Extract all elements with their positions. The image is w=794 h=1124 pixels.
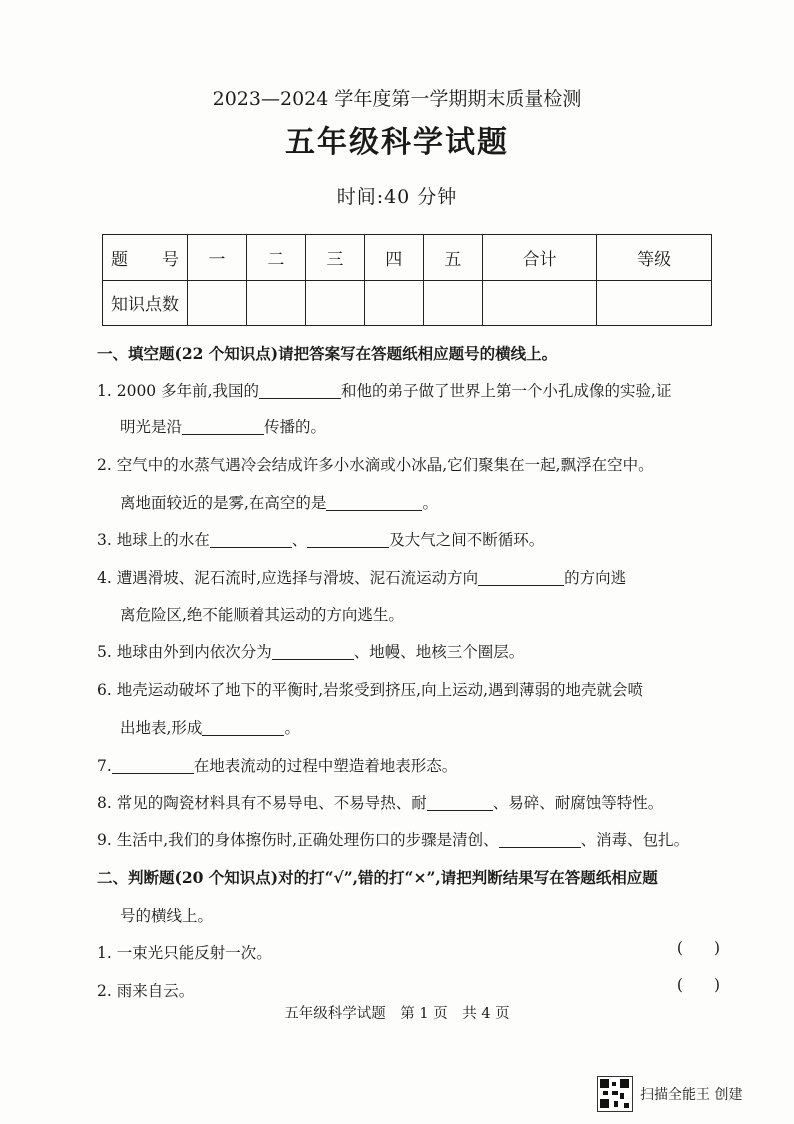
question-4: 4. 遭遇滑坡、泥石流时,应选择与滑坡、泥石流运动方向 的方向逃 [97,569,627,587]
score-cell-empty [246,280,305,326]
score-cell: 合计 [482,235,597,281]
score-cell: 题 号 [103,235,188,281]
answer-blank [112,757,194,774]
answer-blank [182,418,264,435]
score-cell: 一 [188,235,247,281]
score-cell-empty [597,280,712,326]
score-table [102,234,712,326]
question-6: 6. 地壳运动破坏了地下的平衡时,岩浆受到挤压,向上运动,遇到薄弱的地壳就会喷 [97,681,643,699]
score-cell: 四 [364,235,423,281]
score-cell: 知识点数 [103,280,188,326]
answer-paren: ( ) [676,976,720,994]
section2-heading-cont: 号的横线上。 [120,907,214,925]
score-cell-empty [305,280,364,326]
question-3: 3. 地球上的水在 、 及大气之间不断循环。 [97,531,545,549]
score-cell: 三 [305,235,364,281]
question-1-cont: 明光是沿 传播的。 [120,418,327,436]
answer-blank [210,531,292,548]
section1-heading: 一、填空题(22 个知识点)请把答案写在答题纸相应题号的横线上。 [97,344,558,363]
answer-blank [259,382,341,399]
question-5: 5. 地球由外到内依次分为 、地幔、地核三个圈层。 [97,643,525,661]
score-cell: 等级 [597,235,712,281]
answer-blank [307,531,389,548]
exam-term: 2023—2024 学年度第一学期期末质量检测 [212,88,582,110]
judge-question-1: 1. 一束光只能反射一次。 [97,944,272,962]
answer-blank [478,569,564,586]
section2-heading: 二、判断题(20 个知识点)对的打“√”,错的打“×”,请把判断结果写在答题纸相应题 [97,868,658,887]
score-table-points-row [103,280,712,326]
question-7: 7. 在地表流动的过程中塑造着地表形态。 [97,757,458,775]
answer-blank [326,494,422,511]
question-2: 2. 空气中的水蒸气遇冷会结成许多小水滴或小冰晶,它们聚集在一起,飘浮在空中。 [97,456,654,474]
score-table-header-row [103,235,712,281]
question-2-cont: 离地面较近的是雾,在高空的是 。 [120,494,438,512]
qr-code-icon [597,1076,633,1112]
answer-blank [427,794,493,811]
exam-time: 时间:40 分钟 [336,186,458,208]
answer-blank [202,719,284,736]
page-footer: 五年级科学试题 第 1 页 共 4 页 [284,1006,510,1022]
answer-paren: ( ) [676,939,720,957]
question-1: 1. 2000 多年前,我国的 和他的弟子做了世界上第一个小孔成像的实验,证 [97,382,672,400]
score-cell-empty [482,280,597,326]
score-cell-empty [188,280,247,326]
score-cell: 五 [423,235,482,281]
question-8: 8. 常见的陶瓷材料具有不易导电、不易导热、耐 、易碎、耐腐蚀等特性。 [97,794,664,812]
answer-blank [272,643,354,660]
scanner-watermark: 扫描全能王 创建 [640,1087,743,1103]
answer-blank [499,831,581,848]
score-cell-empty [364,280,423,326]
score-cell: 二 [246,235,305,281]
question-9: 9. 生活中,我们的身体擦伤时,正确处理伤口的步骤是清创、 、消毒、包扎。 [97,831,690,849]
exam-title: 五年级科学试题 [285,125,509,160]
question-4-cont: 离危险区,绝不能顺着其运动的方向逃生。 [120,606,404,624]
question-6-cont: 出地表,形成 。 [120,719,300,737]
score-cell-empty [423,280,482,326]
judge-question-2: 2. 雨来自云。 [97,982,195,1000]
